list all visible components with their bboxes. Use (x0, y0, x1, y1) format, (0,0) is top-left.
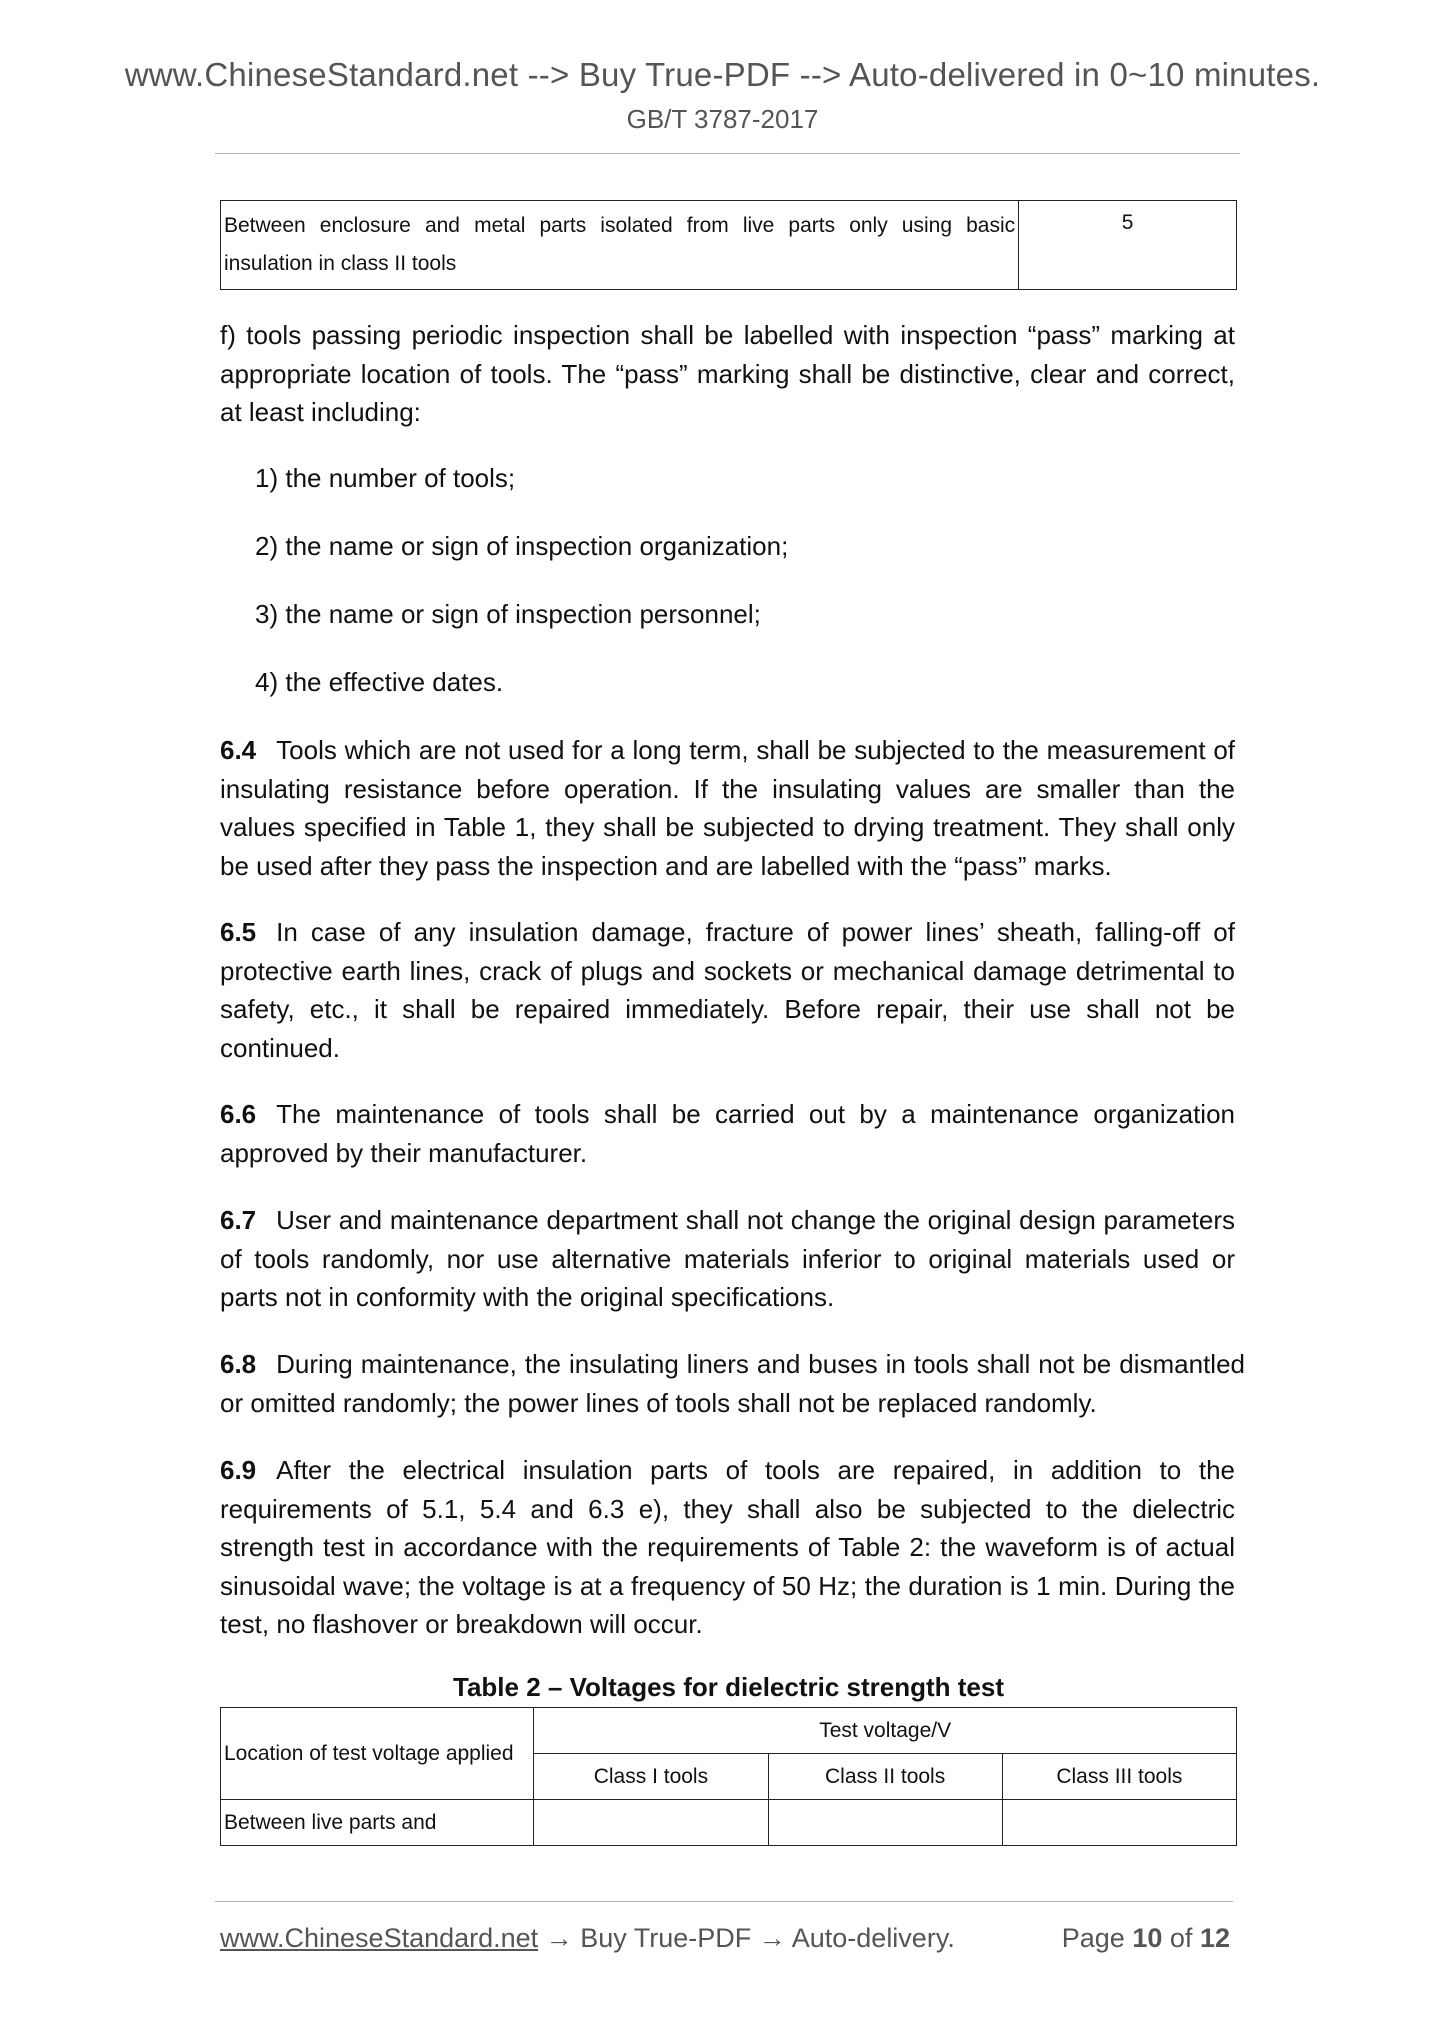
clause-6-6 (220, 1095, 1235, 1172)
header-location: Location of test voltage applied (221, 1708, 534, 1800)
clause-6-7 (220, 1201, 1235, 1317)
header-class-2: Class II tools (768, 1754, 1002, 1800)
list-item: 3) the name or sign of inspection personnel; (255, 599, 761, 629)
list-item: 2) the name or sign of inspection organization; (255, 531, 789, 561)
clause-number: 6.9 (220, 1455, 257, 1485)
clause-text: The maintenance of tools shall be carried out by a maintenance organization approved by their manufacturer. (220, 1099, 1235, 1168)
clause-text: During maintenance, the insulating liners and buses in tools shall not be dismantled or omitted randomly; the power lines of tools shall not be replaced randomly. (220, 1349, 1245, 1418)
table-row (221, 201, 1237, 290)
clause-number: 6.4 (220, 735, 257, 765)
table-cell (534, 1800, 768, 1846)
table-row (221, 1800, 1237, 1846)
clause-text: Tools which are not used for a long term, shall be subjected to the measurement of insulating resistance before operation. If the insulating values are smaller than the values specified in Table 1, they shall be subjected to drying treatment. They shall only be used after they pass the inspection and are labelled with the “pass” marks. (220, 735, 1235, 881)
table-cell (1002, 1800, 1236, 1846)
clause-text: After the electrical insulation parts of tools are repaired, in addition to the requirements of 5.1, 5.4 and 6.3 e), they shall also be subjected to the dielectric strength test in accordance with the requirements of Table 2: the waveform is of actual sinusoidal wave; the voltage is at a frequency of 50 Hz; the duration is 1 min. During the test, no flashover or breakdown will occur. (220, 1455, 1235, 1639)
page-number: 10 (1132, 1923, 1163, 1953)
page-label: Page (1061, 1923, 1125, 1953)
footer-link[interactable]: www.ChineseStandard.net (220, 1923, 539, 1953)
table-header-row (221, 1708, 1237, 1754)
clause-6-5 (220, 913, 1235, 1067)
footer (220, 1923, 1230, 1954)
table-2 (220, 1707, 1237, 1846)
table-cell-location: Between enclosure and metal parts isolated from live parts only using basic insulation in class II tools (221, 201, 1019, 290)
clause-text: In case of any insulation damage, fracture of power lines’ sheath, falling-off of protective earth lines, crack of plugs and sockets or mechanical damage detrimental to safety, etc., it shall be repaired immediately. Before repair, their use shall not be continued. (220, 917, 1235, 1063)
list-item: 4) the effective dates. (255, 667, 504, 697)
table-cell-value: 5 (1019, 201, 1237, 290)
clause-number: 6.6 (220, 1099, 257, 1129)
footer-rule (215, 1901, 1233, 1902)
header-rule (215, 153, 1240, 154)
page-indicator (1062, 1923, 1230, 1954)
header-class-3: Class III tools (1002, 1754, 1236, 1800)
clause-text: User and maintenance department shall not change the original design parameters of tools randomly, nor use alternative materials inferior to original materials used or parts not in conformity with the original specifications. (220, 1205, 1235, 1312)
header-class-1: Class I tools (534, 1754, 768, 1800)
table-1-continued (220, 200, 1237, 290)
footer-text: → Buy True-PDF → Auto-delivery. (538, 1923, 955, 1953)
header-test-voltage: Test voltage/V (534, 1708, 1237, 1754)
list-item: 1) the number of tools; (255, 463, 516, 493)
document-code: GB/T 3787-2017 (626, 104, 819, 134)
item-f: f) tools passing periodic inspection shall be labelled with inspection “pass” marking at appropriate location of tools. The “pass” marking shall be distinctive, clear and correct, at least including: (220, 320, 1235, 427)
table-2-title: Table 2 – Voltages for dielectric strength test (453, 1672, 1004, 1702)
page-total: 12 (1199, 1923, 1230, 1953)
clause-number: 6.7 (220, 1205, 257, 1235)
clause-number: 6.5 (220, 917, 257, 947)
table-cell (768, 1800, 1002, 1846)
header-banner: www.ChineseStandard.net --> Buy True-PDF --> Auto-delivered in 0~10 minutes. (124, 56, 1321, 93)
page-of: of (1169, 1923, 1193, 1953)
table-cell-location: Between live parts and (221, 1800, 534, 1846)
clause-number: 6.8 (220, 1349, 257, 1379)
clause-6-4 (220, 731, 1235, 885)
clause-6-8 (220, 1345, 1245, 1422)
clause-6-9 (220, 1451, 1235, 1644)
